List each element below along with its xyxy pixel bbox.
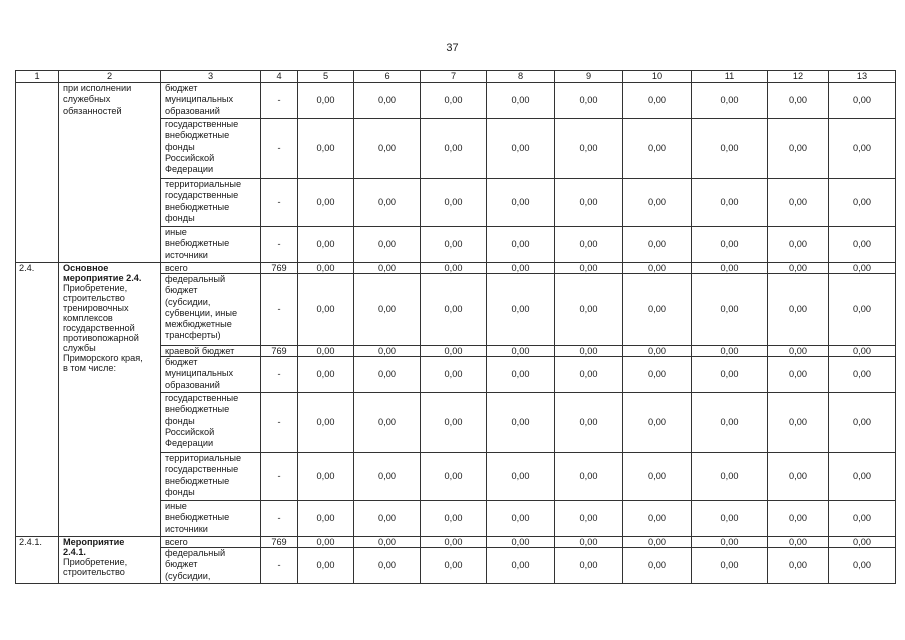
cell-col7: 0,00 xyxy=(421,346,487,357)
text-line: (субсидии, xyxy=(165,296,211,307)
cell-col8: 0,00 xyxy=(487,263,555,274)
cell-col6: 0,00 xyxy=(354,357,421,393)
cell-col12: 0,00 xyxy=(768,453,829,501)
text-line: фонды xyxy=(165,415,195,426)
cell-col4: - xyxy=(261,501,298,537)
cell-col4: - xyxy=(261,274,298,346)
text-line: государственной xyxy=(63,323,135,334)
cell-col4: - xyxy=(261,357,298,393)
cell-col7: 0,00 xyxy=(421,274,487,346)
cell-col10: 0,00 xyxy=(623,263,692,274)
source-cell xyxy=(161,548,261,584)
cell-col8: 0,00 xyxy=(487,179,555,227)
budget-table xyxy=(15,70,896,584)
text-line: строительство xyxy=(63,293,125,304)
cell-col13: 0,00 xyxy=(829,83,896,119)
cell-col10: 0,00 xyxy=(623,274,692,346)
text-line: муниципальных xyxy=(165,368,234,379)
cell-col10: 0,00 xyxy=(623,501,692,537)
cell-col13: 0,00 xyxy=(829,346,896,357)
cell-col6: 0,00 xyxy=(354,393,421,453)
text-line: трансферты) xyxy=(165,330,221,341)
text-line: всего xyxy=(165,263,188,274)
title-line: Основное xyxy=(63,263,109,274)
column-header: 13 xyxy=(829,71,896,83)
text-line: Федерации xyxy=(165,164,214,175)
cell-col11: 0,00 xyxy=(692,537,768,548)
cell-col13: 0,00 xyxy=(829,537,896,548)
description-cell xyxy=(59,263,161,537)
cell-col12: 0,00 xyxy=(768,179,829,227)
cell-col11: 0,00 xyxy=(692,453,768,501)
cell-col13: 0,00 xyxy=(829,227,896,263)
cell-col8: 0,00 xyxy=(487,548,555,584)
cell-col13: 0,00 xyxy=(829,357,896,393)
text-line: фонды xyxy=(165,141,195,152)
page-number: 37 xyxy=(446,42,459,54)
cell-col5: 0,00 xyxy=(298,537,354,548)
cell-col9: 0,00 xyxy=(555,501,623,537)
text-line: иные xyxy=(165,227,187,238)
index-cell: 2.4. xyxy=(16,263,59,537)
cell-col11: 0,00 xyxy=(692,346,768,357)
cell-col6: 0,00 xyxy=(354,501,421,537)
cell-col9: 0,00 xyxy=(555,537,623,548)
cell-col10: 0,00 xyxy=(623,548,692,584)
cell-col5: 0,00 xyxy=(298,274,354,346)
cell-col8: 0,00 xyxy=(487,346,555,357)
text-line: Приобретение, xyxy=(63,557,128,568)
cell-col9: 0,00 xyxy=(555,393,623,453)
text-line: внебюджетные xyxy=(165,512,230,523)
cell-col8: 0,00 xyxy=(487,453,555,501)
cell-col11: 0,00 xyxy=(692,263,768,274)
cell-col7: 0,00 xyxy=(421,453,487,501)
cell-col5: 0,00 xyxy=(298,548,354,584)
cell-col8: 0,00 xyxy=(487,393,555,453)
source-cell xyxy=(161,357,261,393)
text-line: государственные xyxy=(165,393,239,404)
text-line: Федерации xyxy=(165,438,214,449)
cell-col9: 0,00 xyxy=(555,357,623,393)
cell-col11: 0,00 xyxy=(692,83,768,119)
cell-col11: 0,00 xyxy=(692,179,768,227)
cell-col5: 0,00 xyxy=(298,263,354,274)
cell-col13: 0,00 xyxy=(829,274,896,346)
cell-col4: - xyxy=(261,227,298,263)
text-line: в том числе: xyxy=(63,363,117,374)
cell-col7: 0,00 xyxy=(421,501,487,537)
index-cell: 2.4.1. xyxy=(16,537,59,584)
cell-col10: 0,00 xyxy=(623,393,692,453)
source-cell xyxy=(161,537,261,548)
title-line: 2.4.1. xyxy=(63,547,86,558)
cell-col9: 0,00 xyxy=(555,346,623,357)
title-line: мероприятие 2.4. xyxy=(63,273,142,284)
cell-col11: 0,00 xyxy=(692,227,768,263)
source-cell xyxy=(161,274,261,346)
text-line: территориальные xyxy=(165,179,242,190)
cell-col7: 0,00 xyxy=(421,179,487,227)
cell-col7: 0,00 xyxy=(421,357,487,393)
text-line: противопожарной xyxy=(63,333,139,344)
cell-col4: - xyxy=(261,83,298,119)
cell-col9: 0,00 xyxy=(555,227,623,263)
table-row xyxy=(16,83,896,119)
cell-col7: 0,00 xyxy=(421,83,487,119)
cell-col4: - xyxy=(261,393,298,453)
text-line: образований xyxy=(165,379,220,390)
column-header: 9 xyxy=(555,71,623,83)
cell-col6: 0,00 xyxy=(354,263,421,274)
cell-col5: 0,00 xyxy=(298,83,354,119)
cell-col8: 0,00 xyxy=(487,119,555,179)
cell-col7: 0,00 xyxy=(421,537,487,548)
cell-col7: 0,00 xyxy=(421,548,487,584)
cell-col5: 0,00 xyxy=(298,119,354,179)
source-cell xyxy=(161,346,261,357)
text-line: фонды xyxy=(165,212,195,223)
cell-col10: 0,00 xyxy=(623,537,692,548)
cell-col10: 0,00 xyxy=(623,346,692,357)
cell-col4: - xyxy=(261,119,298,179)
cell-col9: 0,00 xyxy=(555,83,623,119)
cell-col8: 0,00 xyxy=(487,274,555,346)
cell-col6: 0,00 xyxy=(354,119,421,179)
cell-col11: 0,00 xyxy=(692,357,768,393)
cell-col12: 0,00 xyxy=(768,537,829,548)
source-cell xyxy=(161,83,261,119)
column-header: 12 xyxy=(768,71,829,83)
text-line: внебюджетные xyxy=(165,130,230,141)
index-cell xyxy=(16,83,59,263)
cell-col6: 0,00 xyxy=(354,274,421,346)
cell-col10: 0,00 xyxy=(623,227,692,263)
cell-col12: 0,00 xyxy=(768,501,829,537)
header-row xyxy=(16,71,896,83)
cell-col13: 0,00 xyxy=(829,119,896,179)
cell-col13: 0,00 xyxy=(829,393,896,453)
text-line: межбюджетные xyxy=(165,319,232,330)
text-line: фонды xyxy=(165,486,195,497)
text-line: внебюджетные xyxy=(165,238,230,249)
cell-col9: 0,00 xyxy=(555,453,623,501)
cell-col8: 0,00 xyxy=(487,83,555,119)
cell-col12: 0,00 xyxy=(768,346,829,357)
cell-col8: 0,00 xyxy=(487,357,555,393)
cell-col10: 0,00 xyxy=(623,357,692,393)
text-line: Российской xyxy=(165,152,215,163)
column-header: 10 xyxy=(623,71,692,83)
text-line: бюджет xyxy=(165,357,198,368)
text-line: бюджет xyxy=(165,559,198,570)
cell-col10: 0,00 xyxy=(623,83,692,119)
cell-col6: 0,00 xyxy=(354,346,421,357)
text-line: федеральный xyxy=(165,548,226,559)
cell-col11: 0,00 xyxy=(692,119,768,179)
text-line: бюджет xyxy=(165,83,198,94)
cell-col8: 0,00 xyxy=(487,537,555,548)
table-row xyxy=(16,537,896,548)
title-line: Мероприятие xyxy=(63,537,125,548)
column-header: 6 xyxy=(354,71,421,83)
source-cell xyxy=(161,501,261,537)
cell-col4: - xyxy=(261,179,298,227)
cell-col9: 0,00 xyxy=(555,263,623,274)
text-line: бюджет xyxy=(165,285,198,296)
text-line: Приобретение, xyxy=(63,283,128,294)
text-line: иные xyxy=(165,501,187,512)
source-cell xyxy=(161,119,261,179)
text-line: служебных xyxy=(63,94,111,105)
cell-col12: 0,00 xyxy=(768,119,829,179)
column-header: 11 xyxy=(692,71,768,83)
column-header: 7 xyxy=(421,71,487,83)
cell-col6: 0,00 xyxy=(354,227,421,263)
cell-col10: 0,00 xyxy=(623,179,692,227)
cell-col11: 0,00 xyxy=(692,393,768,453)
cell-col7: 0,00 xyxy=(421,263,487,274)
cell-col5: 0,00 xyxy=(298,179,354,227)
text-line: источники xyxy=(165,523,208,534)
cell-col9: 0,00 xyxy=(555,119,623,179)
cell-col13: 0,00 xyxy=(829,501,896,537)
text-line: (субсидии, xyxy=(165,570,211,581)
text-line: образований xyxy=(165,105,220,116)
cell-col4: 769 xyxy=(261,263,298,274)
column-header: 2 xyxy=(59,71,161,83)
cell-col7: 0,00 xyxy=(421,227,487,263)
text-line: источники xyxy=(165,249,208,260)
column-header: 1 xyxy=(16,71,59,83)
cell-col4: - xyxy=(261,453,298,501)
description-cell xyxy=(59,83,161,263)
cell-col9: 0,00 xyxy=(555,179,623,227)
cell-col5: 0,00 xyxy=(298,227,354,263)
text-line: внебюджетные xyxy=(165,475,230,486)
cell-col12: 0,00 xyxy=(768,548,829,584)
cell-col4: 769 xyxy=(261,537,298,548)
column-header: 8 xyxy=(487,71,555,83)
text-line: Приморского края, xyxy=(63,353,143,364)
cell-col5: 0,00 xyxy=(298,346,354,357)
cell-col12: 0,00 xyxy=(768,393,829,453)
cell-col8: 0,00 xyxy=(487,501,555,537)
cell-col4: - xyxy=(261,548,298,584)
cell-col6: 0,00 xyxy=(354,548,421,584)
cell-col12: 0,00 xyxy=(768,263,829,274)
cell-col12: 0,00 xyxy=(768,357,829,393)
description-cell xyxy=(59,537,161,584)
cell-col13: 0,00 xyxy=(829,548,896,584)
text-line: государственные xyxy=(165,190,239,201)
cell-col11: 0,00 xyxy=(692,501,768,537)
text-line: территориальные xyxy=(165,453,242,464)
cell-col9: 0,00 xyxy=(555,274,623,346)
source-cell xyxy=(161,453,261,501)
cell-col10: 0,00 xyxy=(623,119,692,179)
cell-col12: 0,00 xyxy=(768,227,829,263)
cell-col6: 0,00 xyxy=(354,537,421,548)
column-header: 5 xyxy=(298,71,354,83)
cell-col13: 0,00 xyxy=(829,179,896,227)
text-line: внебюджетные xyxy=(165,404,230,415)
text-line: государственные xyxy=(165,464,239,475)
cell-col7: 0,00 xyxy=(421,393,487,453)
cell-col5: 0,00 xyxy=(298,453,354,501)
text-line: при исполнении xyxy=(63,83,132,94)
text-line: всего xyxy=(165,537,188,548)
source-cell xyxy=(161,227,261,263)
cell-col6: 0,00 xyxy=(354,179,421,227)
text-line: строительство xyxy=(63,567,125,578)
cell-col12: 0,00 xyxy=(768,274,829,346)
text-line: службы xyxy=(63,343,96,354)
cell-col11: 0,00 xyxy=(692,274,768,346)
column-header: 4 xyxy=(261,71,298,83)
cell-col5: 0,00 xyxy=(298,357,354,393)
text-line: федеральный xyxy=(165,274,226,285)
text-line: Российской xyxy=(165,426,215,437)
source-cell xyxy=(161,393,261,453)
cell-col5: 0,00 xyxy=(298,501,354,537)
text-line: тренировочных xyxy=(63,303,129,314)
cell-col12: 0,00 xyxy=(768,83,829,119)
cell-col6: 0,00 xyxy=(354,83,421,119)
text-line: государственные xyxy=(165,119,239,130)
table-row xyxy=(16,263,896,274)
text-line: внебюджетные xyxy=(165,201,230,212)
cell-col11: 0,00 xyxy=(692,548,768,584)
text-line: муниципальных xyxy=(165,94,234,105)
text-line: краевой бюджет xyxy=(165,346,235,357)
column-header: 3 xyxy=(161,71,261,83)
text-line: субвенции, иные xyxy=(165,307,238,318)
cell-col8: 0,00 xyxy=(487,227,555,263)
source-cell xyxy=(161,179,261,227)
text-line: комплексов xyxy=(63,313,113,324)
source-cell xyxy=(161,263,261,274)
cell-col7: 0,00 xyxy=(421,119,487,179)
cell-col13: 0,00 xyxy=(829,453,896,501)
cell-col9: 0,00 xyxy=(555,548,623,584)
cell-col13: 0,00 xyxy=(829,263,896,274)
cell-col5: 0,00 xyxy=(298,393,354,453)
cell-col6: 0,00 xyxy=(354,453,421,501)
text-line: обязанностей xyxy=(63,105,122,116)
cell-col10: 0,00 xyxy=(623,453,692,501)
cell-col4: 769 xyxy=(261,346,298,357)
